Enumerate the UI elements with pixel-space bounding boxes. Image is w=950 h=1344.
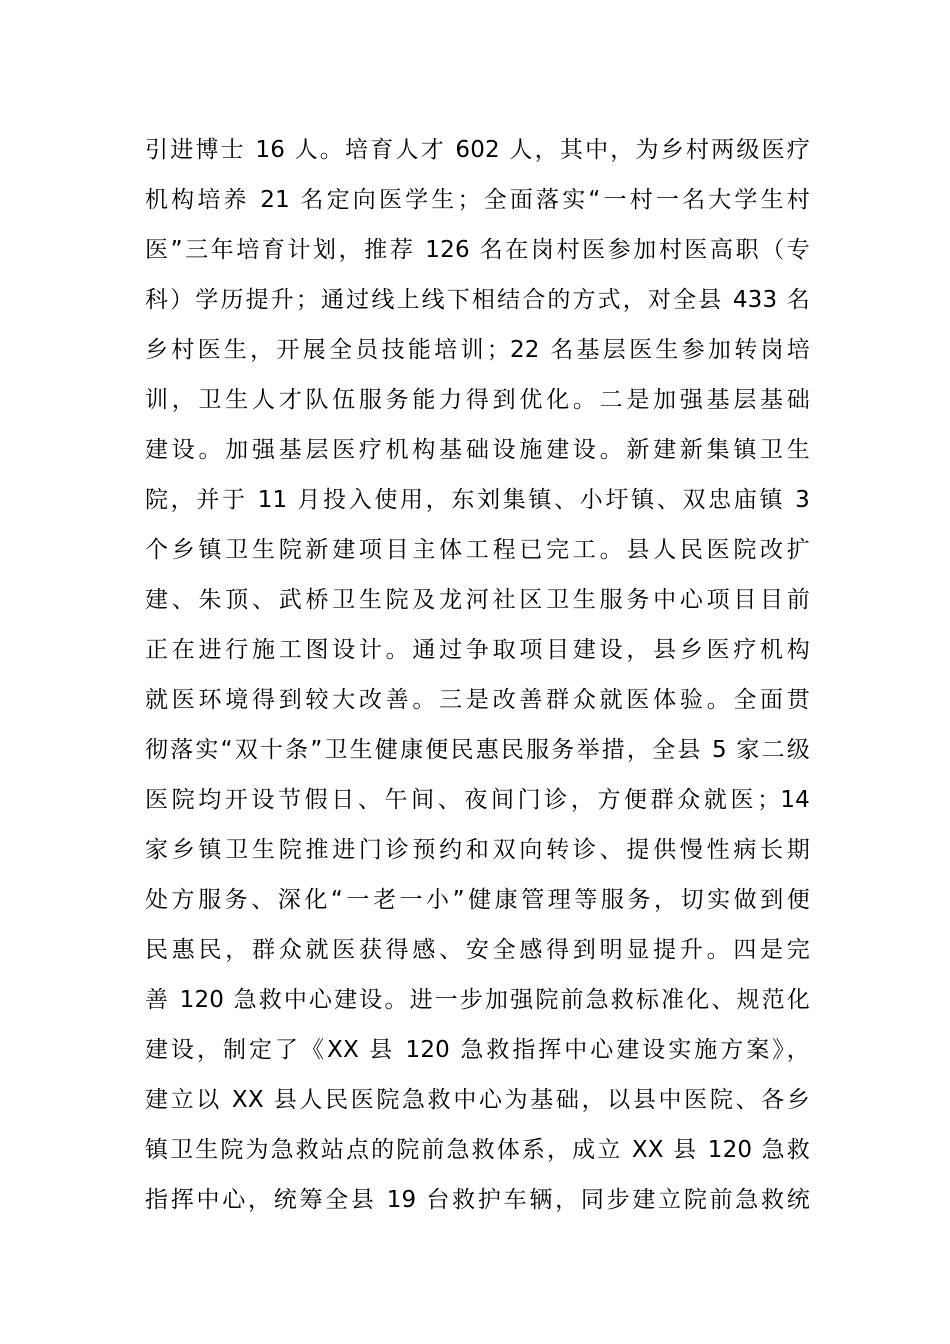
text-line: 院，并于 11 月投入使用，东刘集镇、小圩镇、双忠庙镇 3	[145, 487, 810, 513]
body-text	[145, 125, 810, 1225]
text-line: 训，卫生人才队伍服务能力得到优化。二是加强基层基础	[145, 387, 810, 413]
text-line: 镇卫生院为急救站点的院前急救体系，成立 XX 县 120 急救	[145, 1137, 810, 1163]
text-line: 民惠民，群众就医获得感、安全感得到明显提升。四是完	[145, 937, 810, 963]
text-line: 家乡镇卫生院推进门诊预约和双向转诊、提供慢性病长期	[145, 837, 810, 863]
text-line: 个乡镇卫生院新建项目主体工程已完工。县人民医院改扩	[145, 537, 810, 563]
text-line: 医”三年培育计划，推荐 126 名在岗村医参加村医高职（专	[145, 237, 810, 263]
text-line: 就医环境得到较大改善。三是改善群众就医体验。全面贯	[145, 687, 810, 713]
text-line: 正在进行施工图设计。通过争取项目建设，县乡医疗机构	[145, 637, 810, 663]
text-line: 彻落实“双十条”卫生健康便民惠民服务举措，全县 5 家二级	[145, 737, 810, 763]
text-line: 善 120 急救中心建设。进一步加强院前急救标准化、规范化	[145, 987, 810, 1013]
text-line: 建设。加强基层医疗机构基础设施建设。新建新集镇卫生	[145, 437, 810, 463]
text-line: 引进博士 16 人。培育人才 602 人，其中，为乡村两级医疗	[145, 137, 810, 163]
text-line: 机构培养 21 名定向医学生；全面落实“一村一名大学生村	[145, 187, 810, 213]
text-line: 建立以 XX 县人民医院急救中心为基础，以县中医院、各乡	[145, 1087, 810, 1113]
text-line: 建、朱顶、武桥卫生院及龙河社区卫生服务中心项目目前	[145, 587, 810, 613]
text-line: 乡村医生，开展全员技能培训；22 名基层医生参加转岗培	[145, 337, 810, 363]
text-line: 处方服务、深化“一老一小”健康管理等服务，切实做到便	[145, 887, 810, 913]
text-line: 指挥中心，统筹全县 19 台救护车辆，同步建立院前急救统	[145, 1187, 810, 1213]
text-line: 医院均开设节假日、午间、夜间门诊，方便群众就医；14	[145, 787, 810, 813]
text-line: 科）学历提升；通过线上线下相结合的方式，对全县 433 名	[145, 287, 810, 313]
text-line: 建设，制定了《XX 县 120 急救指挥中心建设实施方案》，	[145, 1037, 810, 1063]
